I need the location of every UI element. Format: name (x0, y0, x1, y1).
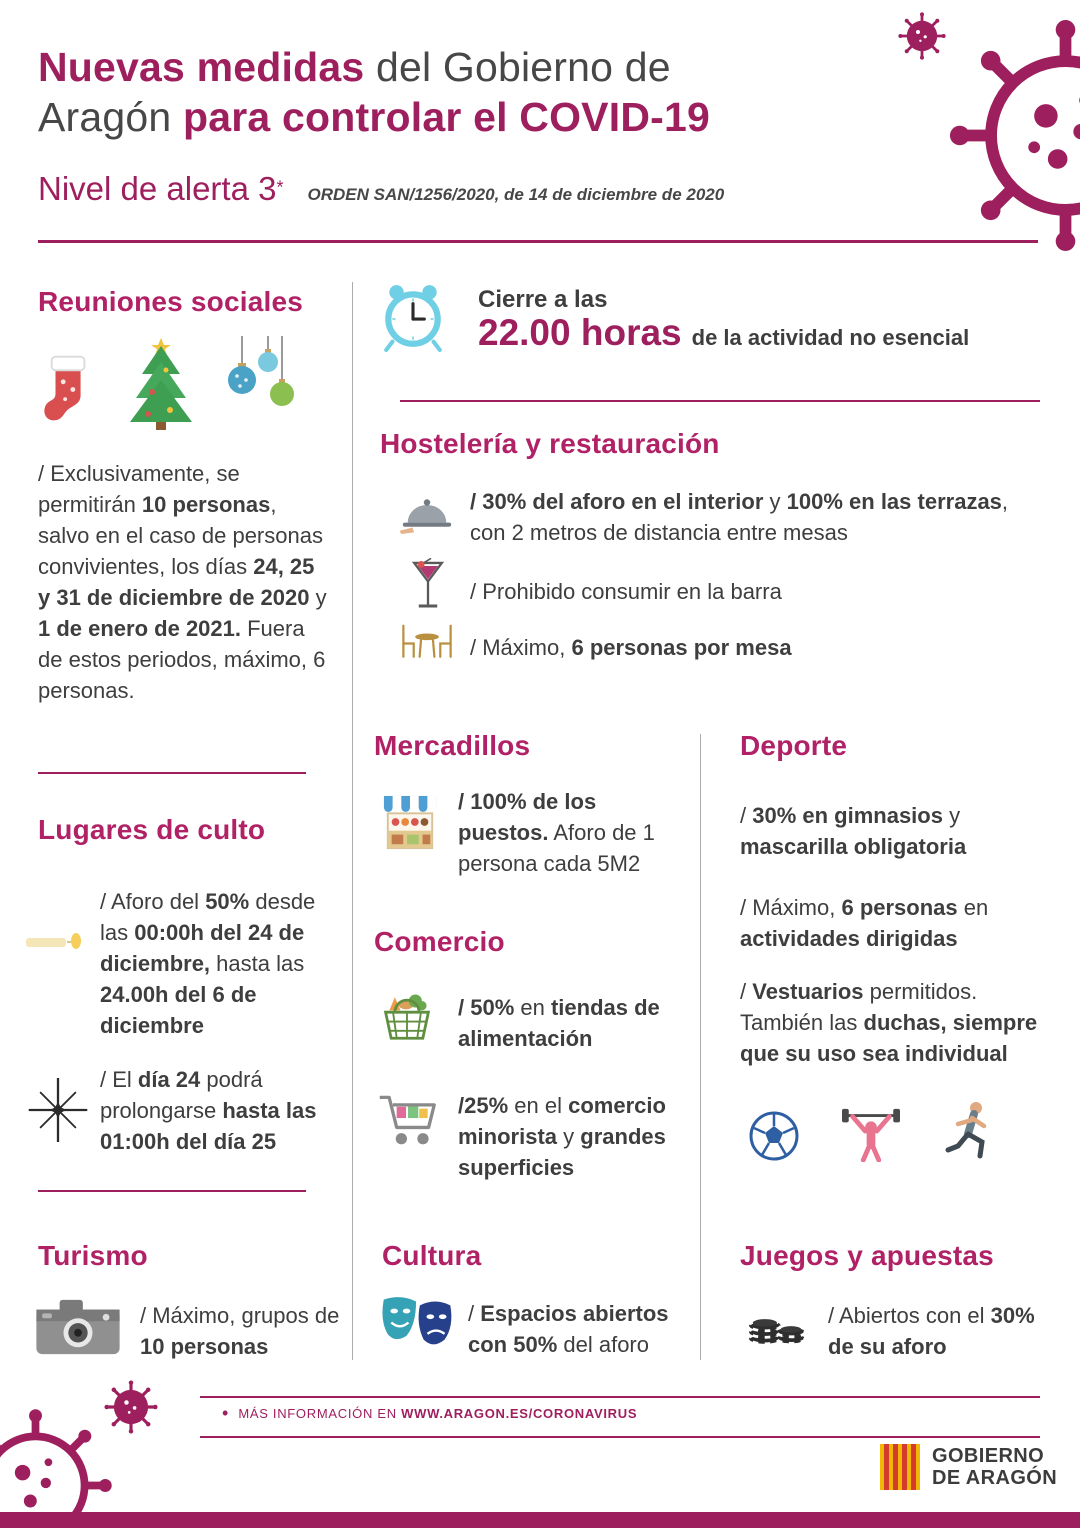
page-title-line1: Nuevas medidas del Gobierno de (38, 44, 671, 90)
deporte-item: / Máximo, 6 personas en actividades dirigidas (740, 895, 989, 951)
section-heading-hosteleria: Hostelería y restauración (380, 428, 720, 459)
logo-text (932, 1445, 1057, 1489)
section-heading-cultura: Cultura (382, 1240, 482, 1271)
cocktail-icon (408, 558, 448, 614)
reuniones-body: / Exclusivamente, se permitirán 10 personas, salvo en el caso de personas convivientes, los días 24, 25 y 31 de diciembre de 2020 y 1 de enero de 2021. Fuera de estos periodos, máximo, 6 personas. (38, 461, 327, 703)
comercio-item: /25% en el comercio minorista y grandes superficies (458, 1093, 666, 1180)
comercio-item: / 50% en tiendas de alimentación (458, 995, 660, 1051)
camera-icon (34, 1296, 122, 1356)
closure-intro: Cierre a las (478, 286, 608, 313)
alert-level: Nivel de alerta 3* (38, 170, 284, 207)
hosteleria-item: / Máximo, 6 personas por mesa (470, 635, 792, 660)
virus-icon (0, 1408, 113, 1528)
header-divider (38, 240, 1038, 243)
divider (200, 1436, 1040, 1438)
section-heading-comercio: Comercio (374, 926, 505, 957)
runner-icon (942, 1100, 996, 1162)
section-heading-reuniones: Reuniones sociales (38, 286, 304, 317)
culto-item: / El día 24 podrá prolongarse hasta las 01:00h del día 25 (100, 1067, 317, 1154)
virus-icon (948, 18, 1080, 253)
bullet-icon: • (222, 1403, 229, 1423)
ornaments-icon (224, 336, 294, 431)
closure-tail: de la actividad no esencial (691, 325, 970, 350)
closure-time: 22.00 horas (478, 312, 682, 353)
stocking-icon (40, 349, 98, 431)
divider (700, 734, 701, 1360)
footer-info (222, 1404, 637, 1422)
alert-row (38, 170, 724, 208)
christmas-icons-row (40, 336, 294, 431)
juegos-body: / Abiertos con el 30% de su aforo (828, 1303, 1035, 1359)
turismo-body: / Máximo, grupos de 10 personas (140, 1303, 340, 1359)
shopping-cart-icon (376, 1086, 438, 1152)
divider (38, 1190, 306, 1192)
order-reference: ORDEN SAN/1256/2020, de 14 de diciembre de 2020 (307, 185, 725, 204)
virus-icon (898, 12, 946, 60)
grocery-basket-icon (378, 988, 436, 1042)
culto-item: / Aforo del 50% desde las 00:00h del 24 de diciembre, hasta las 24.00h del 6 de diciembre (100, 889, 316, 1038)
table-chairs-icon (396, 622, 458, 662)
closure-time-row (478, 312, 969, 354)
gobierno-aragon-logo (880, 1444, 1057, 1490)
divider (38, 772, 306, 774)
christmas-tree-icon (122, 336, 200, 431)
divider (400, 400, 1040, 402)
market-stall-icon (382, 792, 438, 854)
theater-masks-icon (378, 1292, 456, 1351)
page-title (38, 42, 918, 142)
section-heading-turismo: Turismo (38, 1240, 148, 1271)
bottom-bar (0, 1512, 1080, 1528)
star-icon (26, 1078, 90, 1142)
poker-chips-icon (746, 1294, 808, 1348)
section-heading-mercadillos: Mercadillos (374, 730, 531, 761)
section-heading-deporte: Deporte (740, 730, 848, 761)
sports-icons-row (748, 1100, 996, 1162)
alarm-clock-icon (380, 282, 446, 352)
divider (352, 282, 353, 1360)
section-heading-culto: Lugares de culto (38, 814, 266, 845)
deporte-item: / Vestuarios permitidos. También las duchas, siempre que su uso sea individual (740, 979, 1038, 1066)
cloche-icon (398, 492, 456, 534)
soccer-ball-icon (748, 1110, 800, 1162)
divider (200, 1396, 1040, 1398)
page-title-line2: Aragón para controlar el COVID-19 (38, 94, 710, 140)
cultura-body: / Espacios abiertos con 50% del aforo (468, 1301, 669, 1357)
footer-info-text[interactable]: MÁS INFORMACIÓN EN WWW.ARAGON.ES/CORONAVIRUS (238, 1405, 638, 1421)
section-heading-juegos: Juegos y apuestas (740, 1240, 994, 1271)
logo-line1: GOBIERNO (932, 1445, 1045, 1467)
logo-line2: DE ARAGÓN (932, 1467, 1058, 1489)
weightlifter-icon (840, 1104, 902, 1162)
deporte-item: / 30% en gimnasios y mascarilla obligatoria (740, 803, 967, 859)
aragon-flag-icon (880, 1444, 920, 1490)
mercadillos-body: / 100% de los puestos. Aforo de 1 persona cada 5M2 (458, 789, 655, 876)
hosteleria-item: / 30% del aforo en el interior y 100% en las terrazas, con 2 metros de distancia entre mesas (470, 489, 1009, 545)
alert-asterisk: * (276, 177, 284, 198)
hosteleria-item: / Prohibido consumir en la barra (470, 579, 782, 604)
candle-icon (24, 928, 88, 954)
